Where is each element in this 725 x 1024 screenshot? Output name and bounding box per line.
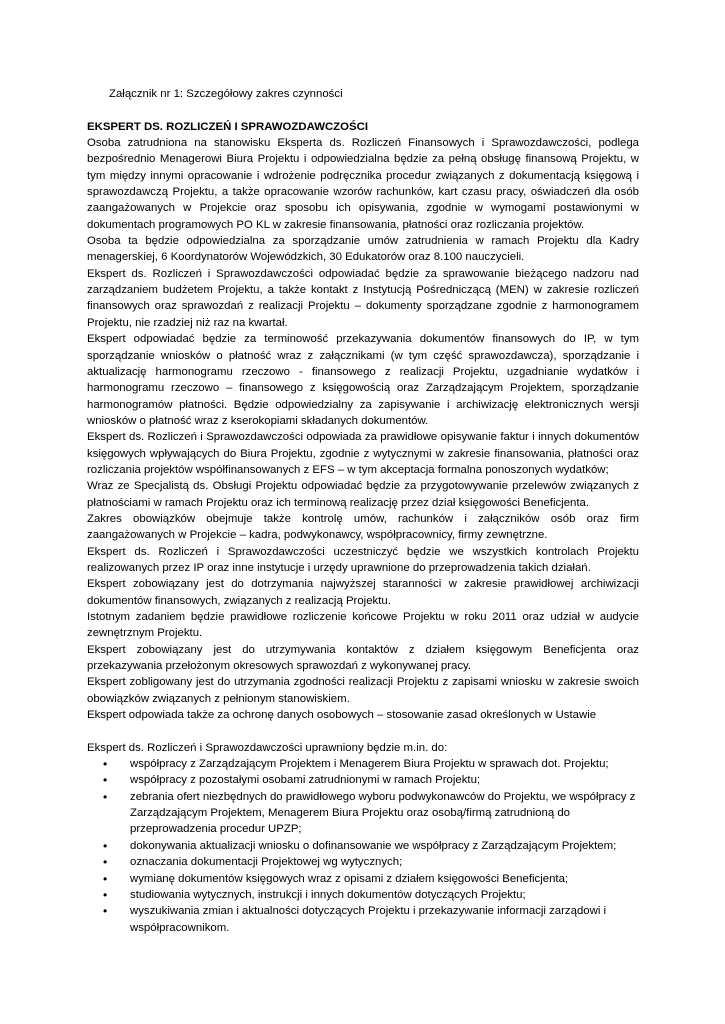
list-item [103,903,639,936]
paragraph: Ekspert ds. Rozliczeń i Sprawozdawczości uczestniczyć będzie we wszystkich kontrolach Projektu realizowanych przez IP oraz inne instytucje i urzędy uprawnione do przeprowadzenia takich działań. [87,545,639,574]
bullet-icon: • [103,887,108,902]
paragraph: Ekspert zobowiązany jest do dotrzymania najwyższej staranności w zakresie prawidłowej archiwizacji dokumentów finansowych, związanych z realizacją Projektu. [87,578,639,607]
list-item-text: wymianę dokumentów księgowych wraz z opisami z działem księgowości Beneficjenta; [130,872,569,885]
bullet-icon: • [103,773,108,788]
list-item [103,756,639,772]
list-item-text: oznaczania dokumentacji Projektowej wg wytycznych; [130,856,403,869]
bullet-icon: • [103,789,108,804]
paragraph: Istotnym zadaniem będzie prawidłowe rozliczenie końcowe Projektu w roku 2011 oraz udział w audycie zewnętrznym Projektu. [87,611,639,640]
list-item-text: współpracy z pozostałymi osobami zatrudnionymi w ramach Projektu; [130,774,481,787]
blank-line [87,723,639,739]
list-item [103,789,639,838]
paragraph: Ekspert zobowiązany jest do utrzymywania kontaktów z działem księgowym Beneficjenta oraz przekazywania przełożonym okresowych sprawozdań z wykonywanej pracy. [87,643,639,673]
document-body [87,86,639,936]
list-item [103,854,639,870]
list-item-text: studiowania wytycznych, instrukcji i innych dokumentów dotyczących Projektu; [130,888,526,901]
attachment-header: Załącznik nr 1: Szczegółowy zakres czynności [109,88,343,100]
paragraph: Zakres obowiązków obejmuje także kontrolę umów, rachunków i załączników osób oraz firm zaangażowanych w Projekcie – kadra, podwykonawcy, współpracownicy, firmy zewnętrzne. [87,512,639,542]
paragraph: Ekspert odpowiadać będzie za terminowość przekazywania dokumentów finansowych do IP, w tym sporządzanie wniosków o płatność wraz z załącznikami (w tym część sprawozdawcza), sporządzanie i aktualizację harmonogramu rzeczowo - finansowego z realizacji Projektu, uzgadnianie wydatków i harmonogramu rzeczowo – finansowego z księgowością oraz Zarządzającym Projektem, sporządzanie harmonogramów płatności. Będzie odpowiedzialny za zapisywanie i archiwizację elektronicznych wersji wniosków o płatność wraz z kserokopiami składanych dokumentów. [87,333,639,427]
bullet-icon: • [103,757,108,772]
paragraph: Osoba zatrudniona na stanowisku Eksperta ds. Rozliczeń Finansowych i Sprawozdawczości, podlega bezpośrednio Menagerowi Biura Projektu i odpowiedzialna będzie za pełną obsługę finansową Projektu, w tym między innymi opracowanie i wdrożenie podręcznika procedur związanych z dokumentacją księgową i sprawozdawczą Projektu, a także opracowanie wzorów rachunków, kart czasu pracy, oświadczeń dla osób zaangażowanych w Projekcie oraz sposobu ich opisywania, zgodnie w wymogami postawionymi w dokumentach programowych PO KL w zakresie finansowania, płatności oraz rozliczania projektów. [87,137,639,231]
paragraph: Ekspert odpowiada także za ochronę danych osobowych – stosowanie zasad określonych w Ustawie [87,709,597,722]
duties-intro: Ekspert ds. Rozliczeń i Sprawozdawczości uprawniony będzie m.in. do: [87,741,448,754]
paragraph: Ekspert ds. Rozliczeń i Sprawozdawczości odpowiadać będzie za sprawowanie bieżącego nadzoru nad zarządzaniem budżetem Projektu, a także kontakt z Instytucją Pośredniczącą (MEN) w zakresie rozliczeń finansowych oraz sprawozdań z realizacji Projektu – dokumenty sporządzane zgodnie z harmonogramem Projektu, nie rzadziej niż raz na kwartał. [87,267,639,329]
list-item [103,887,639,903]
list-item-text: zebrania ofert niezbędnych do prawidłowego wyboru podwykonawców do Projektu, we współpracy z Zarządzającym Projektem, Menagerem Biura Projektu oraz osobą/firmą zatrudnioną do przeprowadzenia procedur UPZP; [130,790,636,836]
list-item-text: dokonywania aktualizacji wniosku o dofinansowanie we współpracy z Zarządzającym Projektem; [130,839,617,852]
bullet-icon: • [103,855,108,870]
paragraph: Ekspert zobligowany jest do utrzymania zgodności realizacji Projektu z zapisami wniosku w zakresie swoich obowiązków związanych z pełnionym stanowiskiem. [87,676,639,705]
bullet-icon: • [103,838,108,853]
list-item [103,772,639,788]
list-item [103,871,639,887]
paragraph: Osoba ta będzie odpowiedzialna za sporządzanie umów zatrudnienia w ramach Projektu dla Kadry menagerskiej, 6 Koordynatorów Wojewódzkich, 30 Edukatorów oraz 8.100 nauczycieli. [87,235,639,264]
section-title: EKSPERT DS. ROZLICZEŃ I SPRAWOZDAWCZOŚCI [87,120,368,133]
paragraph: Ekspert ds. Rozliczeń i Sprawozdawczości odpowiada za prawidłowe opisywanie faktur i innych dokumentów księgowych wpływających do Biura Projektu, zgodnie z wytycznymi w zakresie finansowania, płatności oraz rozliczania projektów współfinansowanych z EFS – w tym akceptacja formalna ponoszonych wydatków; [87,431,639,476]
duties-list [87,756,639,936]
paragraph: Wraz ze Specjalistą ds. Obsługi Projektu odpowiadać będzie za przygotowywanie przelewów związanych z płatnościami w ramach Projektu oraz ich terminową realizację przez dział księgowości Beneficjenta. [87,480,639,509]
list-item-text: wyszukiwania zmian i aktualności dotyczących Projektu i przekazywanie informacji zarządowi i współpracownikom. [130,905,607,934]
list-item [103,838,639,854]
bullet-icon: • [103,904,108,919]
list-item-text: współpracy z Zarządzającym Projektem i Menagerem Biura Projektu w sprawach dot. Projektu; [130,758,609,771]
bullet-icon: • [103,871,108,886]
